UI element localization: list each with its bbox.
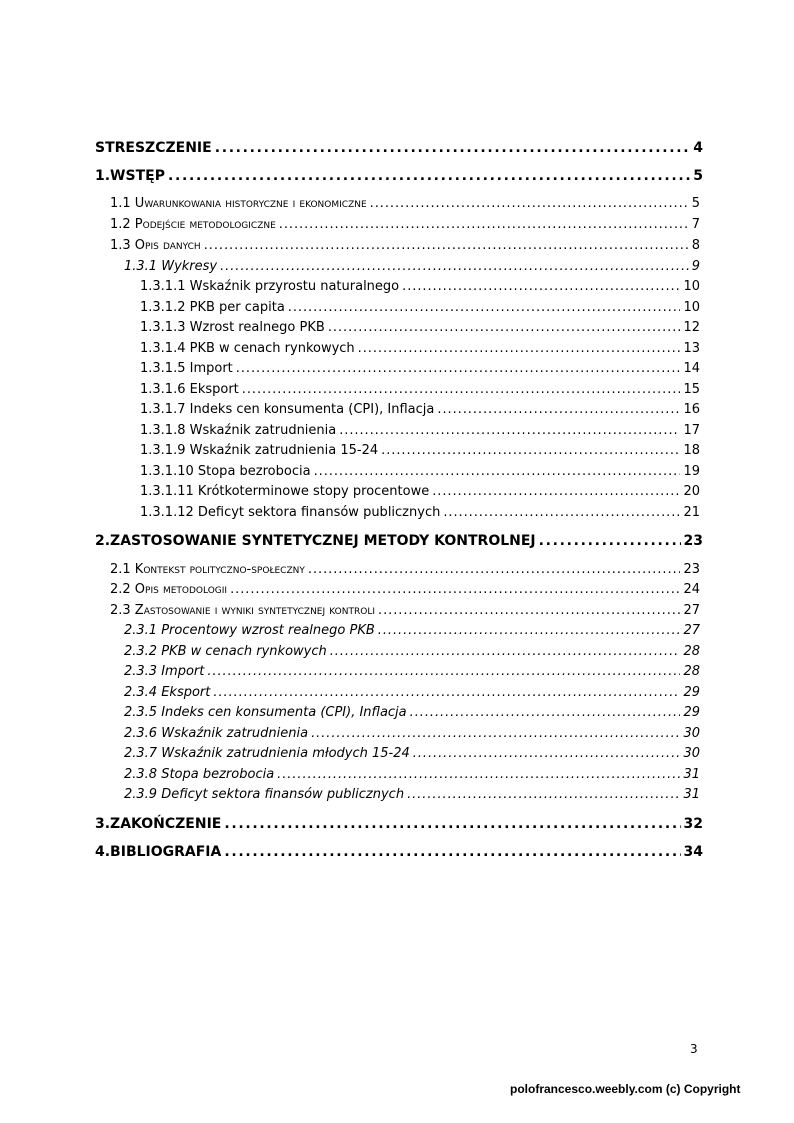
toc-entry[interactable]	[140, 320, 700, 335]
toc-entry[interactable]	[124, 664, 700, 679]
toc-entry[interactable]	[110, 217, 700, 232]
toc-dot-leader	[213, 685, 680, 699]
toc-entry-page: 13	[683, 341, 700, 356]
copyright-notice: polofrancesco.weebly.com (c) Copyright	[510, 1082, 741, 1096]
toc-entry[interactable]	[140, 484, 700, 499]
toc-dot-leader	[432, 484, 680, 498]
toc-entry-page: 29	[683, 705, 700, 720]
toc-dot-leader	[242, 382, 681, 396]
toc-entry-page: 28	[683, 644, 700, 659]
toc-entry[interactable]	[140, 505, 700, 520]
toc-entry-label: 1.1 Uwarunkowania historyczne i ekonomiczne	[110, 196, 367, 211]
toc-entry[interactable]	[124, 259, 700, 274]
toc-entry-label: 2.3.7 Wskaźnik zatrudnienia młodych 15-24	[124, 746, 410, 761]
toc-entry-label: 1.WSTĘP	[95, 168, 165, 184]
toc-dot-leader	[288, 300, 681, 314]
toc-entry[interactable]	[124, 705, 700, 720]
toc-entry[interactable]	[110, 238, 700, 253]
toc-entry-label: 2.3.4 Eksport	[124, 685, 211, 700]
toc-entry[interactable]	[110, 196, 700, 211]
toc-entry[interactable]	[140, 402, 700, 417]
toc-entry-label: 4.BIBLIOGRAFIA	[95, 844, 222, 860]
toc-dot-leader	[402, 279, 680, 293]
toc-entry-label: 1.3.1.7 Indeks cen konsumenta (CPI), Inflacja	[140, 402, 435, 417]
toc-dot-leader	[443, 505, 680, 519]
toc-entry-page: 23	[683, 533, 703, 549]
toc-entry-label: 3.ZAKOŃCZENIE	[95, 816, 222, 832]
toc-entry-page: 14	[683, 361, 700, 376]
toc-entry[interactable]	[124, 726, 700, 741]
toc-dot-leader	[381, 443, 680, 457]
toc-entry-label: 2.3.1 Procentowy wzrost realnego PKB	[124, 623, 375, 638]
toc-dot-leader	[230, 582, 680, 596]
toc-entry-page: 20	[683, 484, 700, 499]
toc-entry-page: 10	[683, 300, 700, 315]
toc-entry-page: 10	[683, 279, 700, 294]
toc-entry[interactable]	[110, 582, 700, 597]
toc-entry-label: 2.3.2 PKB w cenach rynkowych	[124, 644, 327, 659]
toc-dot-leader	[224, 816, 680, 831]
toc-dot-leader	[330, 644, 681, 658]
toc-entry-label: 1.3.1.1 Wskaźnik przyrostu naturalnego	[140, 279, 400, 294]
toc-entry[interactable]	[140, 443, 700, 458]
toc-entry-label: 1.2 Podejście metodologiczne	[110, 217, 276, 232]
toc-dot-leader	[311, 726, 680, 740]
toc-entry-page: 27	[683, 623, 700, 638]
toc-entry[interactable]	[110, 603, 700, 618]
toc-entry-page: 30	[683, 746, 700, 761]
page-number: 3	[690, 1042, 698, 1056]
toc-entry-label: 1.3.1.9 Wskaźnik zatrudnienia 15-24	[140, 443, 379, 458]
toc-entry-label: 1.3.1.2 PKB per capita	[140, 300, 285, 315]
toc-entry-label: 2.3.3 Import	[124, 664, 205, 679]
toc-entry-label: 1.3.1 Wykresy	[124, 259, 218, 274]
toc-entry-page: 12	[683, 320, 700, 335]
toc-entry-page: 15	[683, 382, 700, 397]
toc-entry[interactable]	[124, 787, 700, 802]
toc-entry-label: STRESZCZENIE	[95, 140, 212, 156]
toc-entry[interactable]	[95, 140, 703, 156]
toc-entry[interactable]	[124, 644, 700, 659]
toc-entry[interactable]	[124, 685, 700, 700]
toc-entry-label: 1.3.1.4 PKB w cenach rynkowych	[140, 341, 355, 356]
toc-entry-page: 7	[691, 217, 700, 232]
toc-dot-leader	[358, 341, 681, 355]
toc-entry[interactable]	[124, 767, 700, 782]
toc-dot-leader	[378, 623, 681, 637]
toc-entry-page: 19	[683, 464, 700, 479]
toc-entry[interactable]	[140, 300, 700, 315]
toc-entry-page: 9	[691, 259, 700, 274]
toc-dot-leader	[328, 320, 681, 334]
toc-entry-label: 1.3.1.5 Import	[140, 361, 233, 376]
toc-dot-leader	[314, 464, 681, 478]
toc-dot-leader	[168, 168, 690, 183]
toc-entry-page: 23	[683, 562, 700, 577]
toc-entry-page: 5	[693, 168, 703, 184]
toc-entry-label: 1.3.1.10 Stopa bezrobocia	[140, 464, 311, 479]
toc-dot-leader	[539, 533, 681, 548]
toc-dot-leader	[215, 140, 691, 155]
toc-entry-page: 16	[683, 402, 700, 417]
toc-entry-label: 2.ZASTOSOWANIE SYNTETYCZNEJ METODY KONTROLNEJ	[95, 533, 536, 549]
toc-entry-page: 31	[683, 767, 700, 782]
toc-entry-label: 1.3.1.3 Wzrost realnego PKB	[140, 320, 325, 335]
toc-dot-leader	[236, 361, 681, 375]
toc-entry-label: 2.3.6 Wskaźnik zatrudnienia	[124, 726, 309, 741]
toc-dot-leader	[407, 787, 680, 801]
toc-entry-label: 2.2 Opis metodologii	[110, 582, 228, 597]
toc-dot-leader	[437, 402, 680, 416]
toc-entry-page: 17	[683, 423, 700, 438]
toc-dot-leader	[378, 603, 680, 617]
toc-entry[interactable]	[124, 623, 700, 638]
toc-dot-leader	[308, 562, 681, 576]
toc-entry-page: 24	[683, 582, 700, 597]
toc-entry-page: 8	[691, 238, 700, 253]
toc-dot-leader	[370, 196, 689, 210]
toc-entry-page: 30	[683, 726, 700, 741]
toc-entry-page: 28	[683, 664, 700, 679]
toc-entry-page: 18	[683, 443, 700, 458]
toc-entry-label: 1.3.1.6 Eksport	[140, 382, 239, 397]
toc-entry-page: 4	[693, 140, 703, 156]
toc-entry-page: 27	[683, 603, 700, 618]
toc-entry-label: 1.3 Opis danych	[110, 238, 201, 253]
toc-entry[interactable]	[95, 168, 703, 184]
toc-dot-leader	[410, 705, 681, 719]
toc-entry-label: 1.3.1.11 Krótkoterminowe stopy procentowe	[140, 484, 430, 499]
toc-entry-label: 2.3.9 Deficyt sektora finansów publicznych	[124, 787, 405, 802]
toc-dot-leader	[413, 746, 681, 760]
toc-dot-leader	[224, 844, 680, 859]
toc-dot-leader	[277, 767, 680, 781]
toc-dot-leader	[220, 259, 689, 273]
toc-entry[interactable]	[95, 533, 703, 549]
toc-entry[interactable]	[140, 279, 700, 294]
toc-entry-page: 31	[683, 787, 700, 802]
toc-entry-page: 34	[683, 844, 703, 860]
toc-entry[interactable]	[110, 562, 700, 577]
toc-entry[interactable]	[140, 382, 700, 397]
toc-entry[interactable]	[140, 341, 700, 356]
toc-entry-label: 2.3 Zastosowanie i wyniki syntetycznej kontroli	[110, 603, 376, 618]
toc-entry-label: 2.1 Kontekst polityczno-społeczny	[110, 562, 305, 577]
toc-entry-page: 29	[683, 685, 700, 700]
toc-entry-label: 1.3.1.12 Deficyt sektora finansów publicznych	[140, 505, 441, 520]
toc-entry-label: 2.3.8 Stopa bezrobocia	[124, 767, 275, 782]
toc-entry[interactable]	[95, 816, 703, 832]
toc-entry[interactable]	[140, 423, 700, 438]
toc-entry-page: 32	[683, 816, 703, 832]
toc-entry[interactable]	[95, 844, 703, 860]
toc-entry-label: 2.3.5 Indeks cen konsumenta (CPI), Inflacja	[124, 705, 407, 720]
toc-entry-page: 5	[691, 196, 700, 211]
toc-entry[interactable]	[140, 464, 700, 479]
toc-dot-leader	[204, 238, 689, 252]
toc-entry-page: 21	[683, 505, 700, 520]
toc-dot-leader	[207, 664, 680, 678]
toc-dot-leader	[339, 423, 680, 437]
toc-dot-leader	[279, 217, 689, 231]
toc-entry[interactable]	[124, 746, 700, 761]
toc-entry[interactable]	[140, 361, 700, 376]
toc-entry-label: 1.3.1.8 Wskaźnik zatrudnienia	[140, 423, 337, 438]
